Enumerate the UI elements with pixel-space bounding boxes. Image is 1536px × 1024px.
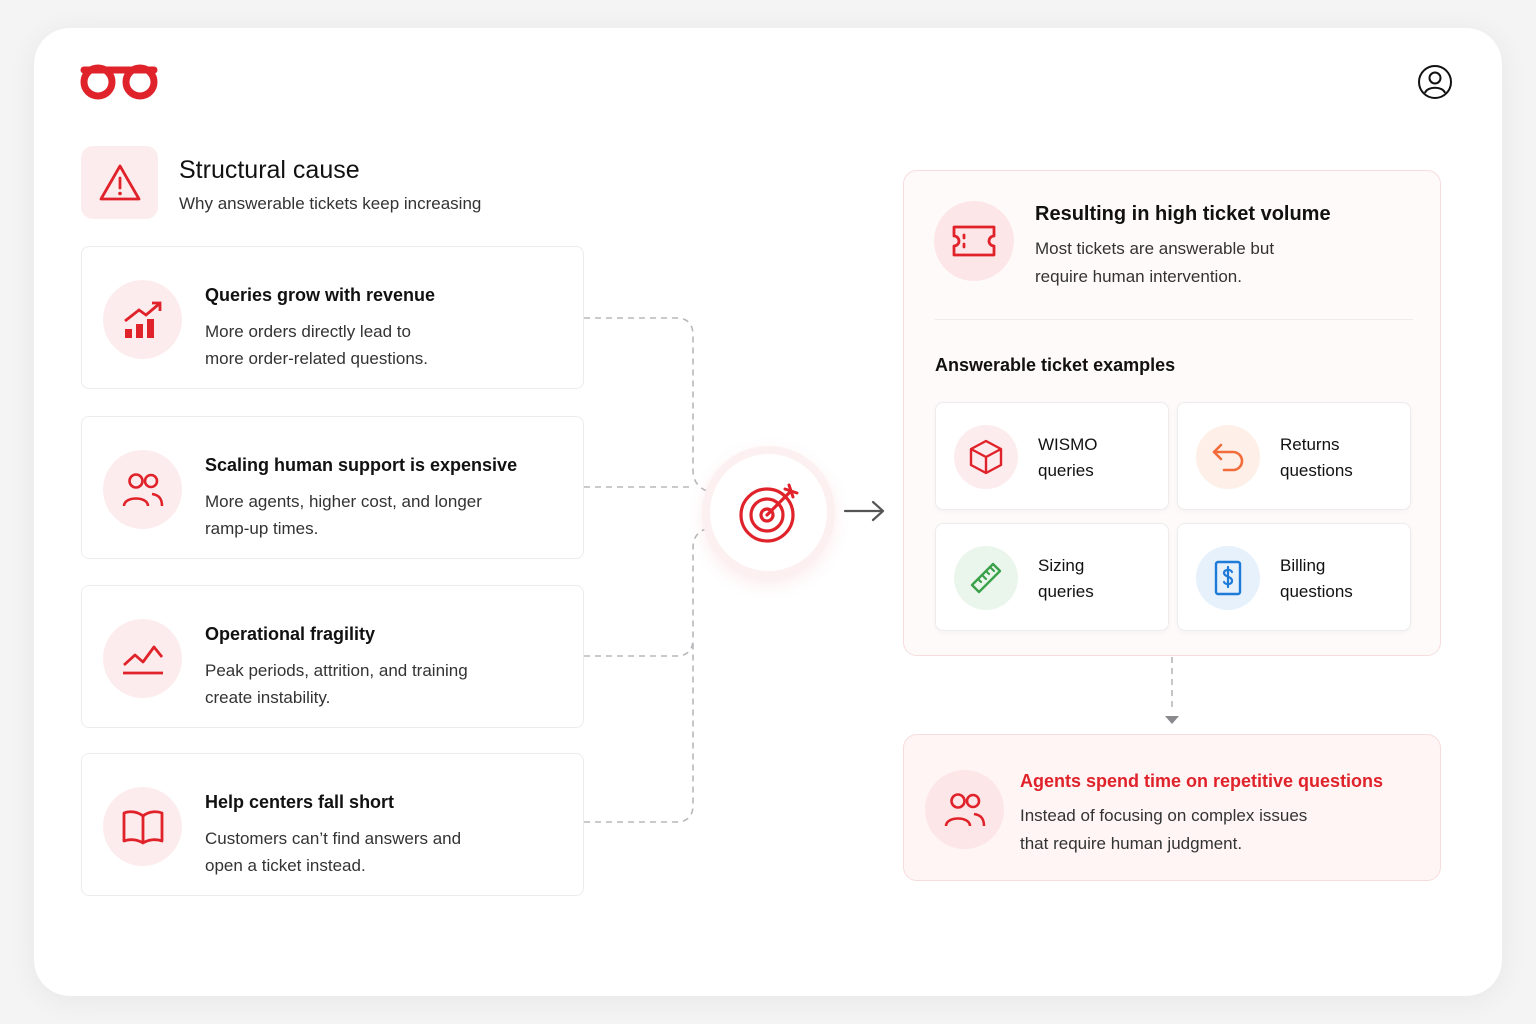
cause-description: Customers can’t find answers and open a ticket instead. — [205, 829, 462, 875]
example-label: WISMO — [1038, 435, 1098, 454]
example-label: queries — [1038, 582, 1094, 601]
open-book-icon — [121, 808, 165, 846]
users-icon — [122, 470, 164, 510]
trending-bar-chart-icon — [122, 299, 164, 341]
result-description: Most tickets are answerable but require human intervention. — [1035, 239, 1275, 286]
example-label: queries — [1038, 461, 1094, 480]
example-label: questions — [1280, 461, 1353, 480]
users-icon — [944, 790, 986, 830]
invoice-dollar-icon — [1213, 560, 1243, 596]
example-label: Billing — [1280, 556, 1326, 575]
agents-title: Agents spend time on repetitive questions — [1020, 771, 1384, 791]
example-card-wismo[interactable] — [935, 402, 1169, 510]
section-title: Structural cause — [179, 156, 360, 184]
examples-title: Answerable ticket examples — [935, 355, 1176, 375]
warning-icon-tile — [81, 146, 158, 219]
agents-panel — [903, 734, 1441, 881]
box-icon — [969, 439, 1003, 475]
example-label: Returns — [1280, 435, 1340, 454]
example-card-sizing[interactable] — [935, 523, 1169, 631]
cause-card-scaling — [81, 416, 584, 559]
example-icon-circle — [1196, 546, 1260, 610]
result-title: Resulting in high ticket volume — [1035, 203, 1331, 225]
target-hub — [710, 454, 827, 571]
line-chart-icon — [121, 641, 165, 677]
example-card-billing[interactable] — [1177, 523, 1411, 631]
example-icon-circle — [954, 546, 1018, 610]
result-panel — [903, 170, 1441, 656]
example-card-returns[interactable] — [1177, 402, 1411, 510]
example-icon-circle — [954, 425, 1018, 489]
ruler-icon — [968, 560, 1004, 596]
ticket-icon — [951, 224, 997, 258]
user-account-icon[interactable] — [1417, 64, 1453, 100]
brand-logo[interactable] — [80, 62, 160, 102]
cause-title: Operational fragility — [205, 624, 376, 644]
cause-description: More agents, higher cost, and longer ramp-up times. — [205, 492, 482, 538]
cause-icon-circle — [103, 280, 182, 359]
cause-card-help-centers — [81, 753, 584, 896]
divider — [935, 319, 1413, 320]
cause-title: Queries grow with revenue — [205, 285, 436, 305]
section-subtitle: Why answerable tickets keep increasing — [179, 194, 482, 213]
example-icon-circle — [1196, 425, 1260, 489]
agents-icon-circle — [925, 770, 1004, 849]
cause-icon-circle — [103, 450, 182, 529]
cause-title: Scaling human support is expensive — [205, 455, 518, 475]
example-label: questions — [1280, 582, 1353, 601]
result-icon-circle — [934, 201, 1014, 281]
cause-card-revenue — [81, 246, 584, 389]
cause-description: More orders directly lead to more order-related questions. — [205, 322, 429, 368]
example-label: Sizing — [1038, 556, 1085, 575]
target-icon — [737, 481, 801, 545]
cause-description: Peak periods, attrition, and training create instability. — [205, 661, 468, 707]
cause-icon-circle — [103, 619, 182, 698]
cause-icon-circle — [103, 787, 182, 866]
cause-card-fragility — [81, 585, 584, 728]
agents-description: Instead of focusing on complex issues that require human judgment. — [1020, 806, 1308, 853]
warning-triangle-icon — [98, 163, 142, 203]
return-arrow-icon — [1211, 441, 1245, 473]
cause-title: Help centers fall short — [205, 792, 395, 812]
